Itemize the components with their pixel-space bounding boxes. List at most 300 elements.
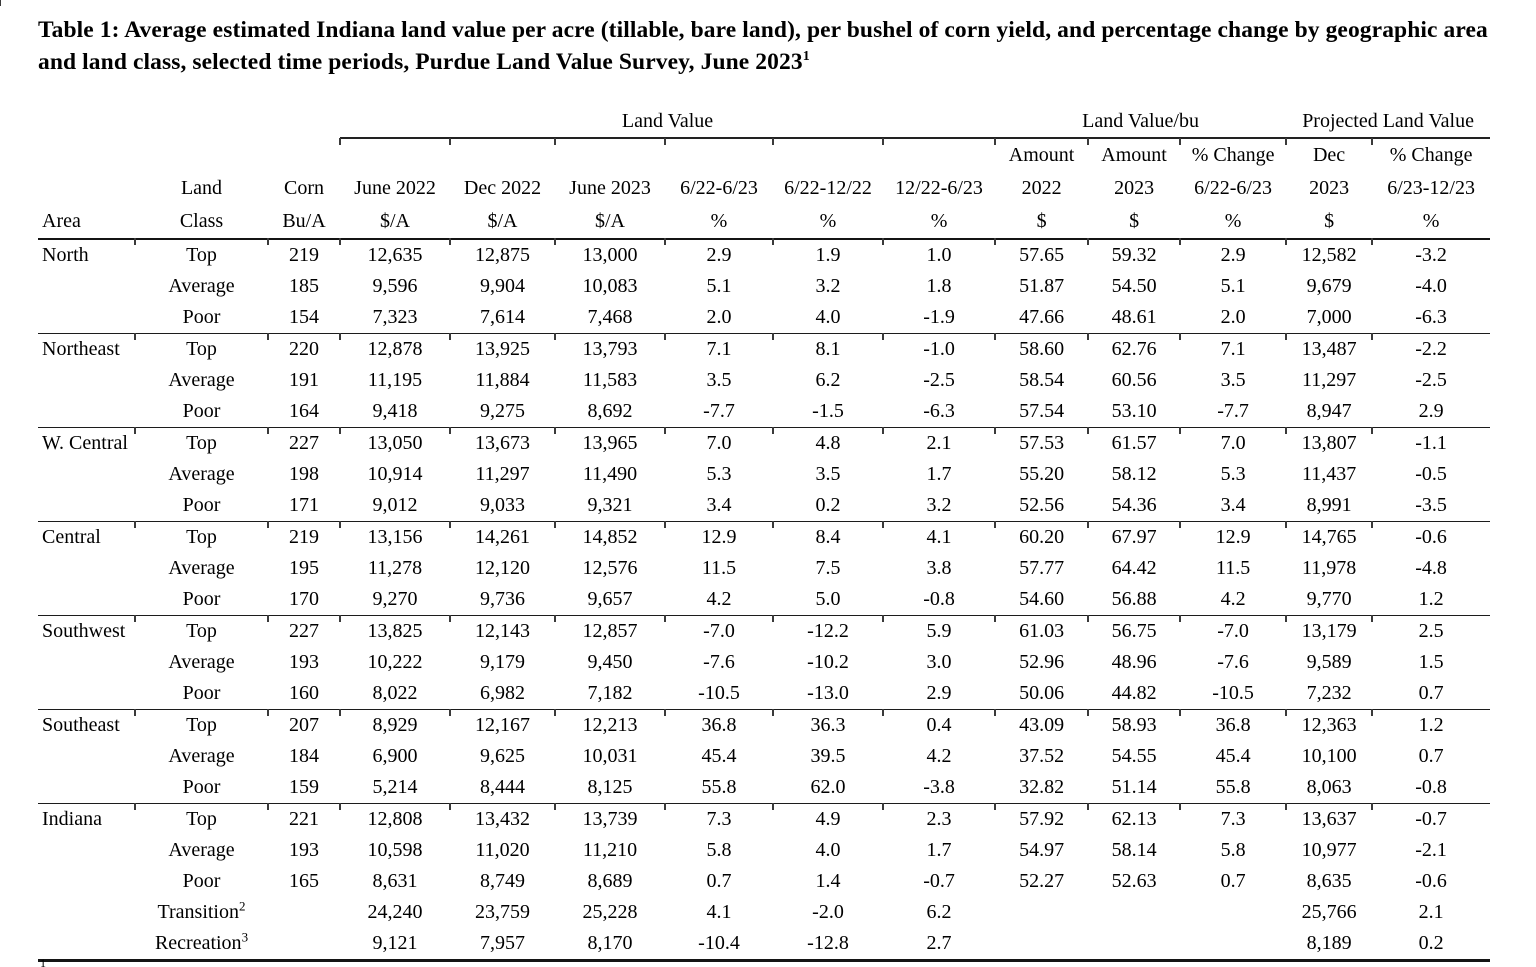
cell-amount-2023 — [1088, 928, 1180, 961]
cell-pct-6-22-12-22: 1.4 — [815, 869, 841, 892]
cell-pct-6-22-12-22: 5.0 — [815, 587, 841, 610]
cell-amount-2023: 60.56 — [1111, 368, 1157, 391]
cell-june-2023: 11,210 — [582, 838, 638, 861]
land-class-label: Top — [135, 239, 268, 271]
cell-dec-2022: 14,261 — [450, 521, 555, 553]
column-header-land-class-line2: Land — [180, 176, 223, 199]
cell-june-2023: 12,213 — [555, 709, 665, 741]
cell-june-2022: 9,012 — [372, 493, 418, 516]
cell-dec-2023: 11,978 — [1301, 556, 1357, 579]
cell-dec-2022: 9,736 — [480, 587, 525, 610]
cell-pct-change-6-22-6-23 — [1180, 928, 1286, 961]
cell-june-2023: 11,490 — [582, 462, 638, 485]
cell-pct-12-22-6-23: 0.4 — [883, 709, 995, 741]
cell-amount-2023: 54.55 — [1111, 744, 1157, 767]
cell-pct-change-6-22-6-23: 5.1 — [1220, 274, 1246, 297]
cell-pct-6-22-12-22: 7.5 — [815, 556, 841, 579]
cell-amount-2023: 54.50 — [1111, 274, 1157, 297]
column-header-pct-6-22-6-23-line3: % — [665, 205, 773, 239]
cell-corn-bu-a: 154 — [289, 305, 319, 328]
cell-pct-change-6-22-6-23: 0.7 — [1220, 869, 1246, 892]
cell-pct-6-22-6-23: 2.0 — [706, 305, 732, 328]
cell-pct-6-22-12-22: 1.9 — [773, 239, 883, 271]
cell-june-2023: 14,852 — [555, 521, 665, 553]
cell-amount-2023: 48.61 — [1111, 305, 1157, 328]
cell-corn-bu-a: 221 — [268, 803, 340, 835]
cell-pct-change-6-22-6-23: 55.8 — [1215, 775, 1251, 798]
cell-amount-2023: 62.13 — [1088, 803, 1180, 835]
cell-june-2022: 13,156 — [340, 521, 450, 553]
cell-dec-2022: 23,759 — [475, 900, 530, 923]
cell-corn-bu-a — [268, 928, 340, 961]
cell-june-2022: 5,214 — [372, 775, 418, 798]
cell-june-2023: 9,657 — [587, 587, 633, 610]
cell-dec-2022: 9,275 — [480, 399, 525, 422]
cell-pct-change-6-23-12-23: -3.2 — [1372, 239, 1490, 271]
table-row-southeast-average — [38, 741, 1490, 772]
area-label — [38, 584, 135, 616]
column-header-june-2022-line2: June 2022 — [354, 176, 436, 199]
cell-pct-6-22-12-22: 8.4 — [773, 521, 883, 553]
cell-pct-12-22-6-23: 1.0 — [883, 239, 995, 271]
column-header-pct-6-22-12-22-line3: % — [773, 205, 883, 239]
area-label — [38, 866, 135, 897]
column-header-area-line2 — [38, 172, 135, 205]
land-class-label: Average — [168, 744, 235, 767]
cell-amount-2022: 60.20 — [995, 521, 1088, 553]
cell-pct-change-6-23-12-23: -0.6 — [1372, 521, 1490, 553]
cell-june-2023: 13,000 — [555, 239, 665, 271]
cell-pct-change-6-23-12-23: -1.1 — [1372, 427, 1490, 459]
cell-dec-2023: 11,297 — [1301, 368, 1357, 391]
land-class-label: Transition$^2$ — [157, 898, 246, 923]
cell-pct-6-22-6-23: -10.5 — [698, 681, 740, 704]
area-label — [38, 678, 135, 710]
cell-amount-2022: 47.66 — [1019, 305, 1065, 328]
area-label — [38, 490, 135, 522]
cell-amount-2022: 37.52 — [1019, 744, 1065, 767]
cell-amount-2022: 57.65 — [995, 239, 1088, 271]
land-class-label: Top — [135, 615, 268, 647]
cell-pct-6-22-6-23: 45.4 — [701, 744, 737, 767]
table-row-southwest-poor — [38, 678, 1490, 710]
column-header-pct-12-22-6-23-line3: % — [883, 205, 995, 239]
table-row-indiana-poor — [38, 866, 1490, 897]
land-class-label: Average — [168, 650, 235, 673]
cell-dec-2022: 7,957 — [450, 928, 555, 961]
cell-amount-2022 — [995, 928, 1088, 961]
column-header-pct-6-22-12-22-line1 — [773, 138, 883, 172]
cell-pct-12-22-6-23: 2.3 — [883, 803, 995, 835]
land-class-label: Average — [168, 838, 235, 861]
column-header-area-line1 — [38, 138, 135, 172]
cell-corn-bu-a: 171 — [289, 493, 319, 516]
cell-dec-2023: 11,437 — [1301, 462, 1357, 485]
cell-corn-bu-a: 193 — [289, 838, 319, 861]
land-class-label: Poor — [182, 869, 221, 892]
cell-pct-change-6-22-6-23: 4.2 — [1220, 587, 1246, 610]
land-class-label: Top — [135, 803, 268, 835]
cell-june-2023: 8,125 — [587, 775, 633, 798]
column-header-land-class-line3: Class — [135, 205, 268, 239]
cell-dec-2022: 6,982 — [480, 681, 525, 704]
column-header-pct-change-6-22-6-23-line1: % Change — [1180, 138, 1286, 172]
area-label — [38, 897, 135, 928]
cell-dec-2023: 9,770 — [1306, 587, 1352, 610]
column-header-pct-6-22-6-23-line2: 6/22-6/23 — [680, 176, 758, 199]
cell-pct-change-6-22-6-23: 12.9 — [1180, 521, 1286, 553]
cell-june-2022: 12,808 — [340, 803, 450, 835]
land-class-label: Average — [168, 462, 235, 485]
cell-dec-2022: 13,432 — [450, 803, 555, 835]
cell-june-2022: 10,222 — [367, 650, 423, 673]
cell-pct-12-22-6-23: 3.0 — [926, 650, 952, 673]
cell-june-2023: 13,739 — [555, 803, 665, 835]
cell-pct-6-22-6-23: -7.7 — [703, 399, 735, 422]
cell-pct-6-22-6-23: 3.4 — [706, 493, 732, 516]
cell-corn-bu-a: 184 — [289, 744, 319, 767]
column-header-amount-2022-line1: Amount — [995, 138, 1088, 172]
cell-dec-2022: 13,925 — [450, 333, 555, 365]
cell-amount-2023: 53.10 — [1111, 399, 1157, 422]
cell-pct-change-6-23-12-23: -0.7 — [1372, 803, 1490, 835]
cell-june-2022: 11,278 — [367, 556, 423, 579]
column-header-row-1 — [38, 138, 1490, 172]
column-header-amount-2023-line1: Amount — [1088, 138, 1180, 172]
cell-pct-6-22-12-22: -12.2 — [773, 615, 883, 647]
cell-pct-change-6-22-6-23: 36.8 — [1180, 709, 1286, 741]
cell-june-2023: 25,228 — [582, 900, 638, 923]
cell-amount-2023: 58.12 — [1111, 462, 1157, 485]
cell-pct-6-22-6-23: 11.5 — [701, 556, 737, 579]
cell-dec-2023: 14,765 — [1286, 521, 1372, 553]
land-class-footnote-ref: 3 — [241, 929, 249, 945]
cell-dec-2023: 12,363 — [1286, 709, 1372, 741]
land-class-label: Poor — [182, 587, 221, 610]
cell-dec-2023: 8,635 — [1306, 869, 1352, 892]
cell-amount-2022: 57.53 — [995, 427, 1088, 459]
land-class-label: Top — [135, 333, 268, 365]
cell-pct-change-6-23-12-23: 0.7 — [1418, 681, 1444, 704]
cell-june-2022: 9,270 — [372, 587, 418, 610]
cell-pct-change-6-23-12-23: -0.8 — [1415, 775, 1447, 798]
group-header-land-value-bu: Land Value/bu — [995, 107, 1286, 138]
cell-amount-2022: 58.60 — [995, 333, 1088, 365]
cell-corn-bu-a: 191 — [289, 368, 319, 391]
land-class-label: Poor — [182, 775, 221, 798]
land-class-label: Top — [135, 427, 268, 459]
cell-pct-6-22-6-23: -7.0 — [665, 615, 773, 647]
cell-amount-2023: 48.96 — [1111, 650, 1157, 673]
land-class-label: Top — [135, 709, 268, 741]
cell-june-2022: 13,825 — [340, 615, 450, 647]
cell-pct-6-22-6-23: 5.8 — [706, 838, 732, 861]
cell-june-2022: 12,878 — [340, 333, 450, 365]
cell-dec-2022: 8,444 — [480, 775, 525, 798]
cell-june-2022: 8,631 — [372, 869, 418, 892]
cell-amount-2022: 58.54 — [1019, 368, 1065, 391]
cell-pct-12-22-6-23: -2.5 — [923, 368, 955, 391]
area-label — [38, 772, 135, 804]
cell-dec-2023: 10,977 — [1301, 838, 1357, 861]
cell-june-2023: 11,583 — [582, 368, 638, 391]
cell-pct-12-22-6-23: 2.7 — [883, 928, 995, 961]
cell-pct-change-6-23-12-23: 2.1 — [1418, 900, 1444, 923]
cell-pct-change-6-23-12-23: 2.5 — [1372, 615, 1490, 647]
area-label — [38, 741, 135, 772]
cell-pct-6-22-12-22: 36.3 — [773, 709, 883, 741]
cell-pct-6-22-6-23: 3.5 — [706, 368, 732, 391]
area-label: Northeast — [38, 333, 135, 365]
cell-pct-12-22-6-23: 5.9 — [883, 615, 995, 647]
table-row-w-central-top — [38, 427, 1490, 459]
cell-pct-6-22-12-22: 3.2 — [815, 274, 841, 297]
cell-pct-6-22-12-22: 0.2 — [815, 493, 841, 516]
area-label: W. Central — [38, 427, 135, 459]
cell-dec-2023: 13,637 — [1286, 803, 1372, 835]
cell-amount-2023: 44.82 — [1111, 681, 1157, 704]
cell-june-2023: 10,083 — [582, 274, 638, 297]
cell-pct-6-22-6-23: 7.3 — [665, 803, 773, 835]
cell-june-2022: 24,240 — [367, 900, 423, 923]
cell-dec-2023: 13,487 — [1286, 333, 1372, 365]
land-class-label: Poor — [182, 681, 221, 704]
area-label — [38, 553, 135, 584]
table-row-indiana-top — [38, 803, 1490, 835]
area-label — [38, 928, 135, 961]
cell-amount-2022: 52.27 — [1019, 869, 1065, 892]
footnote-marker — [40, 956, 46, 967]
cell-pct-12-22-6-23: 2.9 — [926, 681, 952, 704]
column-header-june-2023-line2: June 2023 — [569, 176, 651, 199]
cell-corn-bu-a: 160 — [289, 681, 319, 704]
column-header-row-3 — [38, 205, 1490, 239]
cell-june-2022: 9,418 — [372, 399, 418, 422]
column-header-pct-change-6-23-12-23-line1: % Change — [1372, 138, 1490, 172]
cell-pct-6-22-12-22: -2.0 — [812, 900, 844, 923]
cell-june-2022: 10,598 — [367, 838, 423, 861]
cell-amount-2022: 57.92 — [995, 803, 1088, 835]
cell-pct-change-6-22-6-23: -7.7 — [1217, 399, 1249, 422]
column-header-amount-2023-line2: 2023 — [1114, 176, 1155, 199]
cell-pct-change-6-23-12-23: 0.7 — [1418, 744, 1444, 767]
column-header-land-class-line1 — [135, 138, 268, 172]
cell-pct-6-22-6-23: 4.2 — [706, 587, 732, 610]
cell-dec-2022: 11,884 — [475, 368, 530, 391]
cell-pct-6-22-6-23: 5.1 — [706, 274, 732, 297]
table-row-central-top — [38, 521, 1490, 553]
cell-june-2022: 13,050 — [340, 427, 450, 459]
cell-pct-6-22-12-22: 39.5 — [810, 744, 846, 767]
cell-june-2022: 8,929 — [340, 709, 450, 741]
cell-pct-12-22-6-23: 2.1 — [883, 427, 995, 459]
cell-amount-2022 — [995, 897, 1088, 928]
cell-corn-bu-a: 220 — [268, 333, 340, 365]
cell-june-2023: 10,031 — [582, 744, 638, 767]
cell-dec-2023: 9,679 — [1306, 274, 1352, 297]
cell-june-2023: 7,468 — [587, 305, 633, 328]
cell-corn-bu-a: 165 — [289, 869, 319, 892]
group-header-projected-land-value: Projected Land Value — [1286, 107, 1490, 138]
table-row-southwest-average — [38, 647, 1490, 678]
cell-june-2023: 12,576 — [582, 556, 638, 579]
cell-pct-change-6-22-6-23: 5.3 — [1220, 462, 1246, 485]
cell-pct-change-6-23-12-23: -2.1 — [1415, 838, 1447, 861]
cell-june-2023: 7,182 — [587, 681, 633, 704]
cell-pct-6-22-6-23: 55.8 — [701, 775, 737, 798]
cell-amount-2023: 58.14 — [1111, 838, 1157, 861]
area-label — [38, 396, 135, 428]
cell-pct-12-22-6-23: 1.7 — [926, 838, 952, 861]
cell-pct-change-6-23-12-23: -2.2 — [1372, 333, 1490, 365]
cell-june-2022: 7,323 — [372, 305, 418, 328]
cell-june-2023: 12,857 — [555, 615, 665, 647]
cell-amount-2022: 32.82 — [1019, 775, 1065, 798]
column-header-pct-6-22-6-23-line1 — [665, 138, 773, 172]
cell-june-2022: 8,022 — [372, 681, 418, 704]
column-header-amount-2022-line3: $ — [995, 205, 1088, 239]
group-header-row — [38, 107, 1490, 138]
table-header — [38, 107, 1490, 239]
land-class-label: Poor — [182, 305, 221, 328]
column-header-row-2 — [38, 172, 1490, 205]
cell-pct-change-6-22-6-23: 7.0 — [1180, 427, 1286, 459]
table-row-w-central-poor — [38, 490, 1490, 522]
column-header-dec-2023-line2: 2023 — [1309, 176, 1350, 199]
cell-corn-bu-a: 193 — [289, 650, 319, 673]
cell-june-2023: 8,170 — [555, 928, 665, 961]
cell-amount-2022: 61.03 — [995, 615, 1088, 647]
cell-june-2023: 13,793 — [555, 333, 665, 365]
land-class-label: Average — [168, 556, 235, 579]
cell-pct-6-22-6-23: 5.3 — [706, 462, 732, 485]
cell-pct-change-6-22-6-23: -7.0 — [1180, 615, 1286, 647]
cell-pct-6-22-6-23: 0.7 — [706, 869, 732, 892]
cell-pct-6-22-12-22: 4.0 — [815, 305, 841, 328]
cell-amount-2022: 51.87 — [1019, 274, 1065, 297]
cell-pct-change-6-23-12-23: 2.9 — [1418, 399, 1444, 422]
area-label — [38, 835, 135, 866]
column-header-area-line3: Area — [38, 205, 135, 239]
column-header-dec-2022-line2: Dec 2022 — [463, 176, 542, 199]
table-title — [38, 14, 1508, 79]
cell-dec-2022: 8,749 — [480, 869, 525, 892]
cell-amount-2023: 59.32 — [1088, 239, 1180, 271]
cell-pct-6-22-6-23: -10.4 — [665, 928, 773, 961]
land-value-table — [38, 107, 1490, 962]
cell-pct-change-6-23-12-23: 1.5 — [1418, 650, 1444, 673]
table-title-text: Table 1: Average estimated Indiana land value per acre (tillable, bare land), per bushel of corn yield, and percentage change by geographic area and land class, selected time periods, Purdue Land Value Survey, June 2023 — [38, 17, 1488, 76]
table-title-footnote-ref: 1 — [802, 49, 810, 65]
cell-pct-12-22-6-23: 1.8 — [926, 274, 952, 297]
table-row-central-poor — [38, 584, 1490, 616]
cell-dec-2023: 25,766 — [1301, 900, 1357, 923]
cell-amount-2023: 64.42 — [1111, 556, 1157, 579]
area-label — [38, 271, 135, 302]
cell-amount-2023: 54.36 — [1111, 493, 1157, 516]
cell-dec-2023: 8,947 — [1306, 399, 1352, 422]
cell-dec-2023: 12,582 — [1286, 239, 1372, 271]
cell-dec-2023: 7,232 — [1306, 681, 1352, 704]
cell-pct-6-22-12-22: -1.5 — [812, 399, 844, 422]
cell-pct-6-22-12-22: 4.8 — [773, 427, 883, 459]
column-header-dec-2022-line1 — [450, 138, 555, 172]
cell-june-2023: 8,692 — [587, 399, 633, 422]
cell-amount-2022: 50.06 — [1019, 681, 1065, 704]
cell-dec-2022: 12,120 — [475, 556, 530, 579]
cell-dec-2022: 12,143 — [450, 615, 555, 647]
table-row-southeast-poor — [38, 772, 1490, 804]
cell-dec-2023: 7,000 — [1306, 305, 1352, 328]
cell-dec-2022: 9,625 — [480, 744, 525, 767]
cell-pct-6-22-12-22: -10.2 — [807, 650, 849, 673]
cell-june-2023: 8,689 — [587, 869, 633, 892]
cell-pct-6-22-12-22: -12.8 — [773, 928, 883, 961]
cell-pct-6-22-6-23: 4.1 — [706, 900, 732, 923]
column-header-corn-bu-a-line1 — [268, 138, 340, 172]
cell-pct-12-22-6-23: -6.3 — [923, 399, 955, 422]
table-row-indiana-recreation — [38, 928, 1490, 961]
cell-amount-2023: 62.76 — [1088, 333, 1180, 365]
cell-dec-2022: 9,033 — [480, 493, 525, 516]
column-header-amount-2023-line3: $ — [1088, 205, 1180, 239]
cell-pct-6-22-12-22: 3.5 — [815, 462, 841, 485]
cell-dec-2023: 8,063 — [1306, 775, 1352, 798]
cell-june-2022: 11,195 — [367, 368, 423, 391]
cell-pct-6-22-6-23: -7.6 — [703, 650, 735, 673]
column-header-pct-12-22-6-23-line1 — [883, 138, 995, 172]
cell-pct-12-22-6-23: 4.2 — [926, 744, 952, 767]
cell-corn-bu-a: 170 — [289, 587, 319, 610]
cell-june-2023: 9,321 — [587, 493, 633, 516]
column-header-june-2023-line1 — [555, 138, 665, 172]
cell-june-2023: 13,965 — [555, 427, 665, 459]
column-header-corn-bu-a-line2: Corn — [284, 176, 324, 199]
column-header-june-2022-line1 — [340, 138, 450, 172]
cell-pct-change-6-23-12-23: 1.2 — [1372, 709, 1490, 741]
cell-pct-change-6-22-6-23: 2.9 — [1180, 239, 1286, 271]
cell-pct-12-22-6-23: 4.1 — [883, 521, 995, 553]
cell-june-2023: 9,450 — [587, 650, 633, 673]
cell-pct-change-6-22-6-23: 3.4 — [1220, 493, 1246, 516]
cell-dec-2022: 9,179 — [480, 650, 525, 673]
column-header-pct-12-22-6-23-line2: 12/22-6/23 — [895, 176, 983, 199]
table-row-southeast-top — [38, 709, 1490, 741]
cell-corn-bu-a: 198 — [289, 462, 319, 485]
group-header-spacer — [38, 107, 340, 138]
table-row-indiana-transition — [38, 897, 1490, 928]
column-header-pct-change-6-22-6-23-line3: % — [1180, 205, 1286, 239]
area-label — [38, 365, 135, 396]
cell-pct-change-6-22-6-23: 45.4 — [1215, 744, 1251, 767]
column-header-pct-6-22-12-22-line2: 6/22-12/22 — [784, 176, 872, 199]
cell-pct-change-6-22-6-23: -10.5 — [1212, 681, 1254, 704]
cell-pct-change-6-22-6-23: 3.5 — [1220, 368, 1246, 391]
area-label: Central — [38, 521, 135, 553]
area-label: Southwest — [38, 615, 135, 647]
land-class-label: Average — [168, 274, 235, 297]
column-header-june-2023-line3: $/A — [555, 205, 665, 239]
cell-dec-2023: 13,179 — [1286, 615, 1372, 647]
cell-june-2022: 9,121 — [340, 928, 450, 961]
cell-pct-change-6-22-6-23: 11.5 — [1215, 556, 1251, 579]
cell-pct-change-6-23-12-23: -0.6 — [1415, 869, 1447, 892]
table-row-northeast-top — [38, 333, 1490, 365]
cell-pct-6-22-6-23: 2.9 — [665, 239, 773, 271]
column-header-dec-2023-line1: Dec — [1286, 138, 1372, 172]
cell-pct-12-22-6-23: 6.2 — [926, 900, 952, 923]
cell-amount-2023: 52.63 — [1111, 869, 1157, 892]
